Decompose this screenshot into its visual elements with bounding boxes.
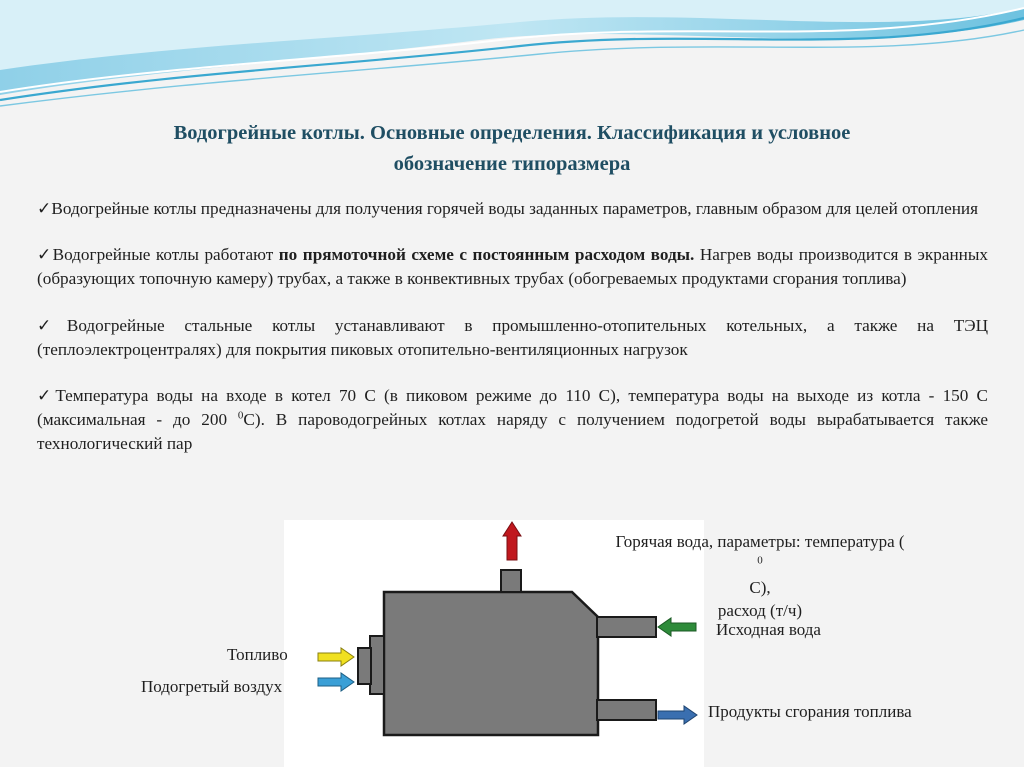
heated-air-label: Подогретый воздух — [141, 677, 283, 696]
combustion-products-label: Продукты сгорания топлива — [708, 702, 912, 721]
flue-gas-outlet-pipe — [597, 700, 656, 720]
hot-water-label-text: С), — [749, 578, 771, 597]
title-line-2: обозначение типоразмера — [393, 153, 631, 175]
fuel-arrow-icon — [318, 648, 354, 666]
heated-air-arrow-icon — [318, 673, 354, 691]
degree-superscript: 0 — [757, 554, 763, 567]
checkmark-icon: ✓ — [37, 386, 56, 406]
burner-block — [370, 636, 384, 694]
hot-water-label-line-1 — [560, 530, 960, 599]
source-water-label: Исходная вода — [716, 620, 821, 639]
bullet-text: Нагрев воды производится в экранных (образующих топочную камеру) трубах, а также в конвективных трубах (обогреваемых продуктами сгорания топлива) — [37, 245, 989, 289]
combustion-products-arrow-icon — [658, 706, 697, 724]
bullet-text: Водогрейные котлы предназначены для получения горячей воды заданных параметров, главным образом для целей отопления — [51, 199, 979, 218]
checkmark-icon: ✓ — [37, 199, 52, 218]
burner-nozzle — [358, 648, 371, 684]
fuel-label: Топливо — [227, 645, 288, 664]
title-line-1: Водогрейные котлы. Основные определения. Классификация и условное — [173, 122, 851, 144]
bullet-text: Водогрейные котлы работают — [52, 245, 279, 265]
checkmark-icon: ✓ — [37, 245, 53, 265]
bullet-text: С). В пароводогрейных котлах наряду с получением подогретой воды вырабатывается также технологический пар — [37, 410, 988, 454]
hot-water-outlet-pipe — [501, 570, 521, 592]
degree-superscript: 0 — [237, 409, 244, 422]
hot-water-label-line-2: расход (т/ч) — [717, 601, 803, 620]
checkmark-icon: ✓ — [37, 315, 67, 335]
hot-water-label — [560, 530, 960, 622]
hot-water-label-text: Горячая вода, параметры: температура ( — [615, 532, 905, 551]
hot-water-arrow-icon — [503, 522, 521, 560]
bullet-text: Температура воды на входе в котел 70 С (в пиковом режиме до 110 С), температура воды на выходе из котла - 150 С (максимальная - до 200 — [37, 386, 989, 430]
bullet-text-bold: по прямоточной схеме с постоянным расходом воды. — [278, 245, 695, 265]
bullet-text: Водогрейные стальные котлы устанавливают в промышленно-отопительных котельных, а также на ТЭЦ (теплоэлектроцентралях) для покрытия пиковых отопительно-вентиляционных нагрузок — [37, 315, 988, 359]
